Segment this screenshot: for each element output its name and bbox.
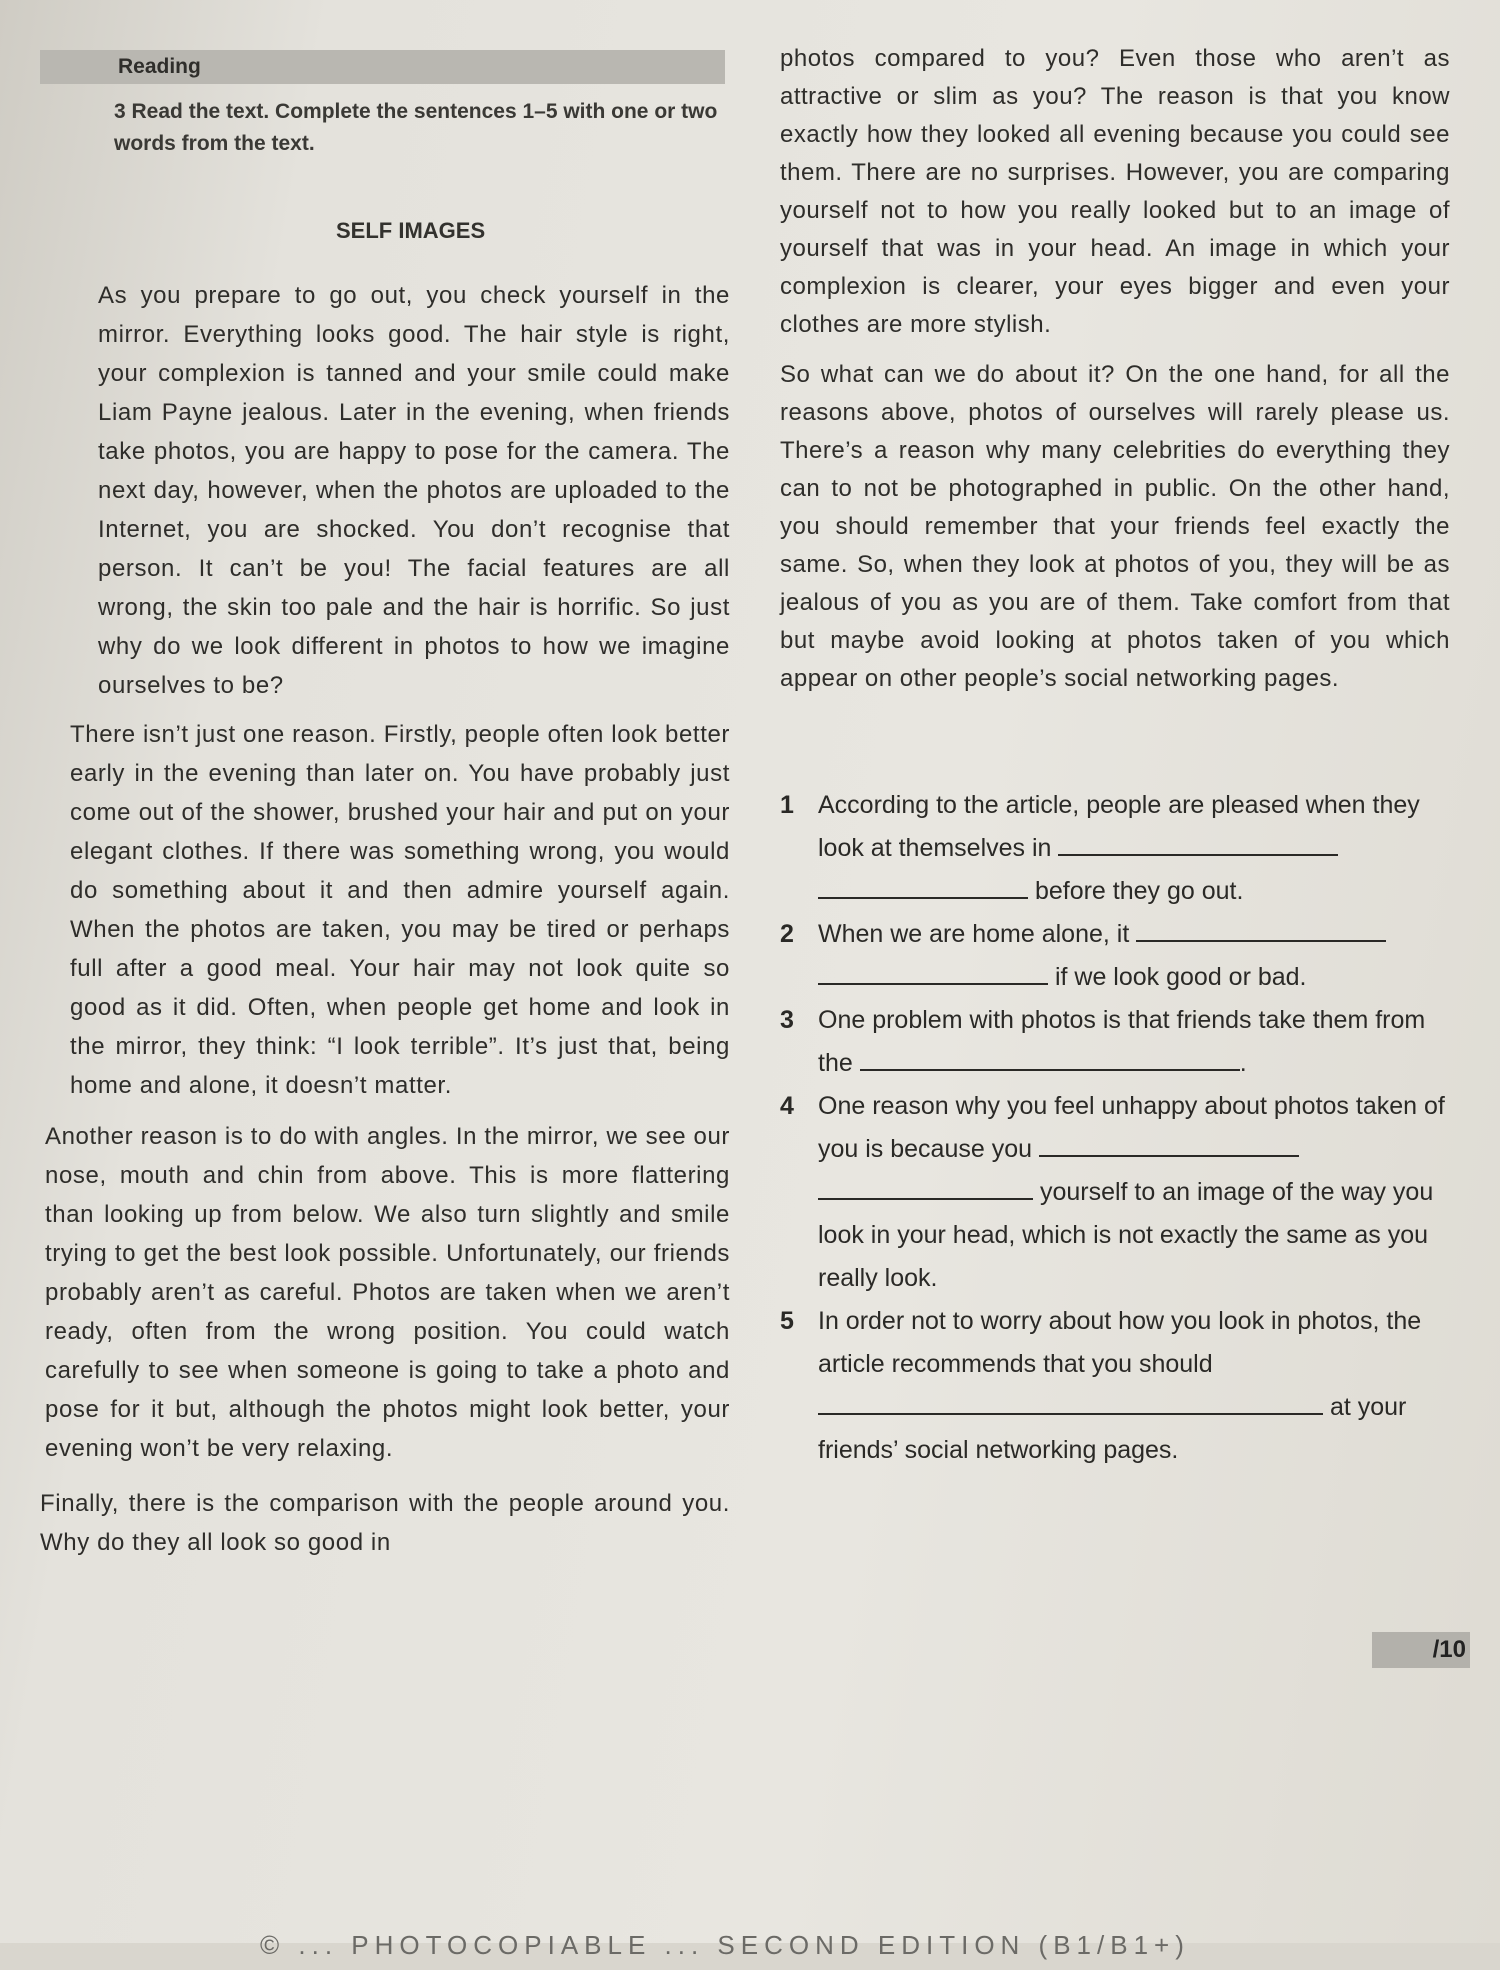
answer-blank[interactable] bbox=[818, 1387, 1323, 1415]
article-paragraph: photos compared to you? Even those who aren’t as attractive or slim as you? The reason is that you know exactly how they looked all evening because you could see them. There are no surprises. However, you are comparing yourself not to how you really looked but to an image of yourself that was in your head. An image in which your complexion is clearer, your eyes bigger and even your clothes are more stylish. bbox=[780, 45, 1450, 338]
question-number: 5 bbox=[780, 1307, 794, 1335]
question-number: 1 bbox=[780, 791, 794, 819]
question-text: at your friends’ social networking pages. bbox=[818, 1393, 1407, 1464]
question-text: In order not to worry about how you look in photos, the article recommends that you should bbox=[818, 1307, 1422, 1378]
question-text: When we are home alone, it bbox=[818, 920, 1130, 948]
question-item bbox=[780, 913, 1450, 999]
exercise-instructions: 3 Read the text. Complete the sentences 1–5 with one or two words from the text. bbox=[114, 100, 718, 155]
question-number: 4 bbox=[780, 1092, 794, 1120]
answer-blank[interactable] bbox=[1039, 1129, 1299, 1157]
answer-blank[interactable] bbox=[1058, 828, 1338, 856]
article-title: SELF IMAGES bbox=[336, 218, 486, 243]
question-text: before they go out. bbox=[1034, 877, 1244, 905]
left-column bbox=[40, 50, 730, 1562]
question-item bbox=[780, 999, 1450, 1085]
question-item bbox=[780, 1300, 1450, 1472]
article-paragraph: Finally, there is the comparison with the people around you. Why do they all look so good in bbox=[40, 1490, 730, 1556]
question-text: One reason why you feel unhappy about photos taken of you is because you bbox=[818, 1092, 1445, 1163]
article-paragraph: So what can we do about it? On the one hand, for all the reasons above, photos of ourselves will rarely please us. There’s a reason why many celebrities do everything they can to not be photographed in public. On the other hand, you should remember that your friends feel exactly the same. So, when they look at photos of you, they will be as jealous of you as you are of them. Take comfort from that but maybe avoid looking at photos taken of you which appear on other people’s social networking pages. bbox=[780, 361, 1450, 692]
question-text: According to the article, people are pleased when they look at themselves in bbox=[818, 791, 1420, 862]
article-paragraph: There isn’t just one reason. Firstly, people often look better early in the evening than later on. You have probably just come out of the shower, brushed your hair and put on your elegant clothes. If there was something wrong, you would do something about it and then admire yourself again. When the photos are taken, you may be tired or perhaps full after a good meal. Your hair may not look quite so good as it did. Often, when people get home and look in the mirror, they think: “I look terrible”. It’s just that, being home and alone, it doesn’t matter. bbox=[70, 721, 730, 1099]
answer-blank[interactable] bbox=[818, 1172, 1033, 1200]
question-text: yourself to an image of the way you look in your head, which is not exactly the same as you really look. bbox=[818, 1178, 1434, 1292]
answer-blank[interactable] bbox=[818, 871, 1028, 899]
article-paragraph: Another reason is to do with angles. In the mirror, we see our nose, mouth and chin from above. This is more flattering than looking up from below. We also turn slightly and smile trying to get the best look possible. Unfortunately, our friends probably aren’t as careful. Photos are taken when we aren’t ready, often from the wrong position. You could watch carefully to see when someone is going to take a photo and pose for it but, although the photos might look better, your evening won’t be very relaxing. bbox=[45, 1123, 730, 1462]
right-column bbox=[780, 40, 1450, 1472]
question-item bbox=[780, 784, 1450, 913]
question-text: One problem with photos is that friends take them from the bbox=[818, 1006, 1426, 1077]
answer-blank[interactable] bbox=[860, 1043, 1240, 1071]
section-label: Reading bbox=[40, 50, 725, 84]
article-paragraph: As you prepare to go out, you check yourself in the mirror. Everything looks good. The hair style is right, your complexion is tanned and your smile could make Liam Payne jealous. Later in the evening, when friends take photos, you are happy to pose for the camera. The next day, however, when the photos are uploaded to the Internet, you are shocked. You don’t recognise that person. It can’t be you! The facial features are all wrong, the skin too pale and the hair is horrific. So just why do we look different in photos to how we imagine ourselves to be? bbox=[98, 282, 730, 699]
question-number: 3 bbox=[780, 1006, 794, 1034]
question-list bbox=[780, 784, 1450, 1472]
answer-blank[interactable] bbox=[818, 957, 1048, 985]
answer-blank[interactable] bbox=[1136, 914, 1386, 942]
question-number: 2 bbox=[780, 920, 794, 948]
question-text: if we look good or bad. bbox=[1054, 963, 1307, 991]
question-text: . bbox=[1239, 1049, 1247, 1077]
question-item bbox=[780, 1085, 1450, 1300]
page-footer: © ... PHOTOCOPIABLE ... SECOND EDITION (B1/B1+) bbox=[260, 1930, 1190, 1960]
score-box: /10 bbox=[1372, 1632, 1470, 1668]
